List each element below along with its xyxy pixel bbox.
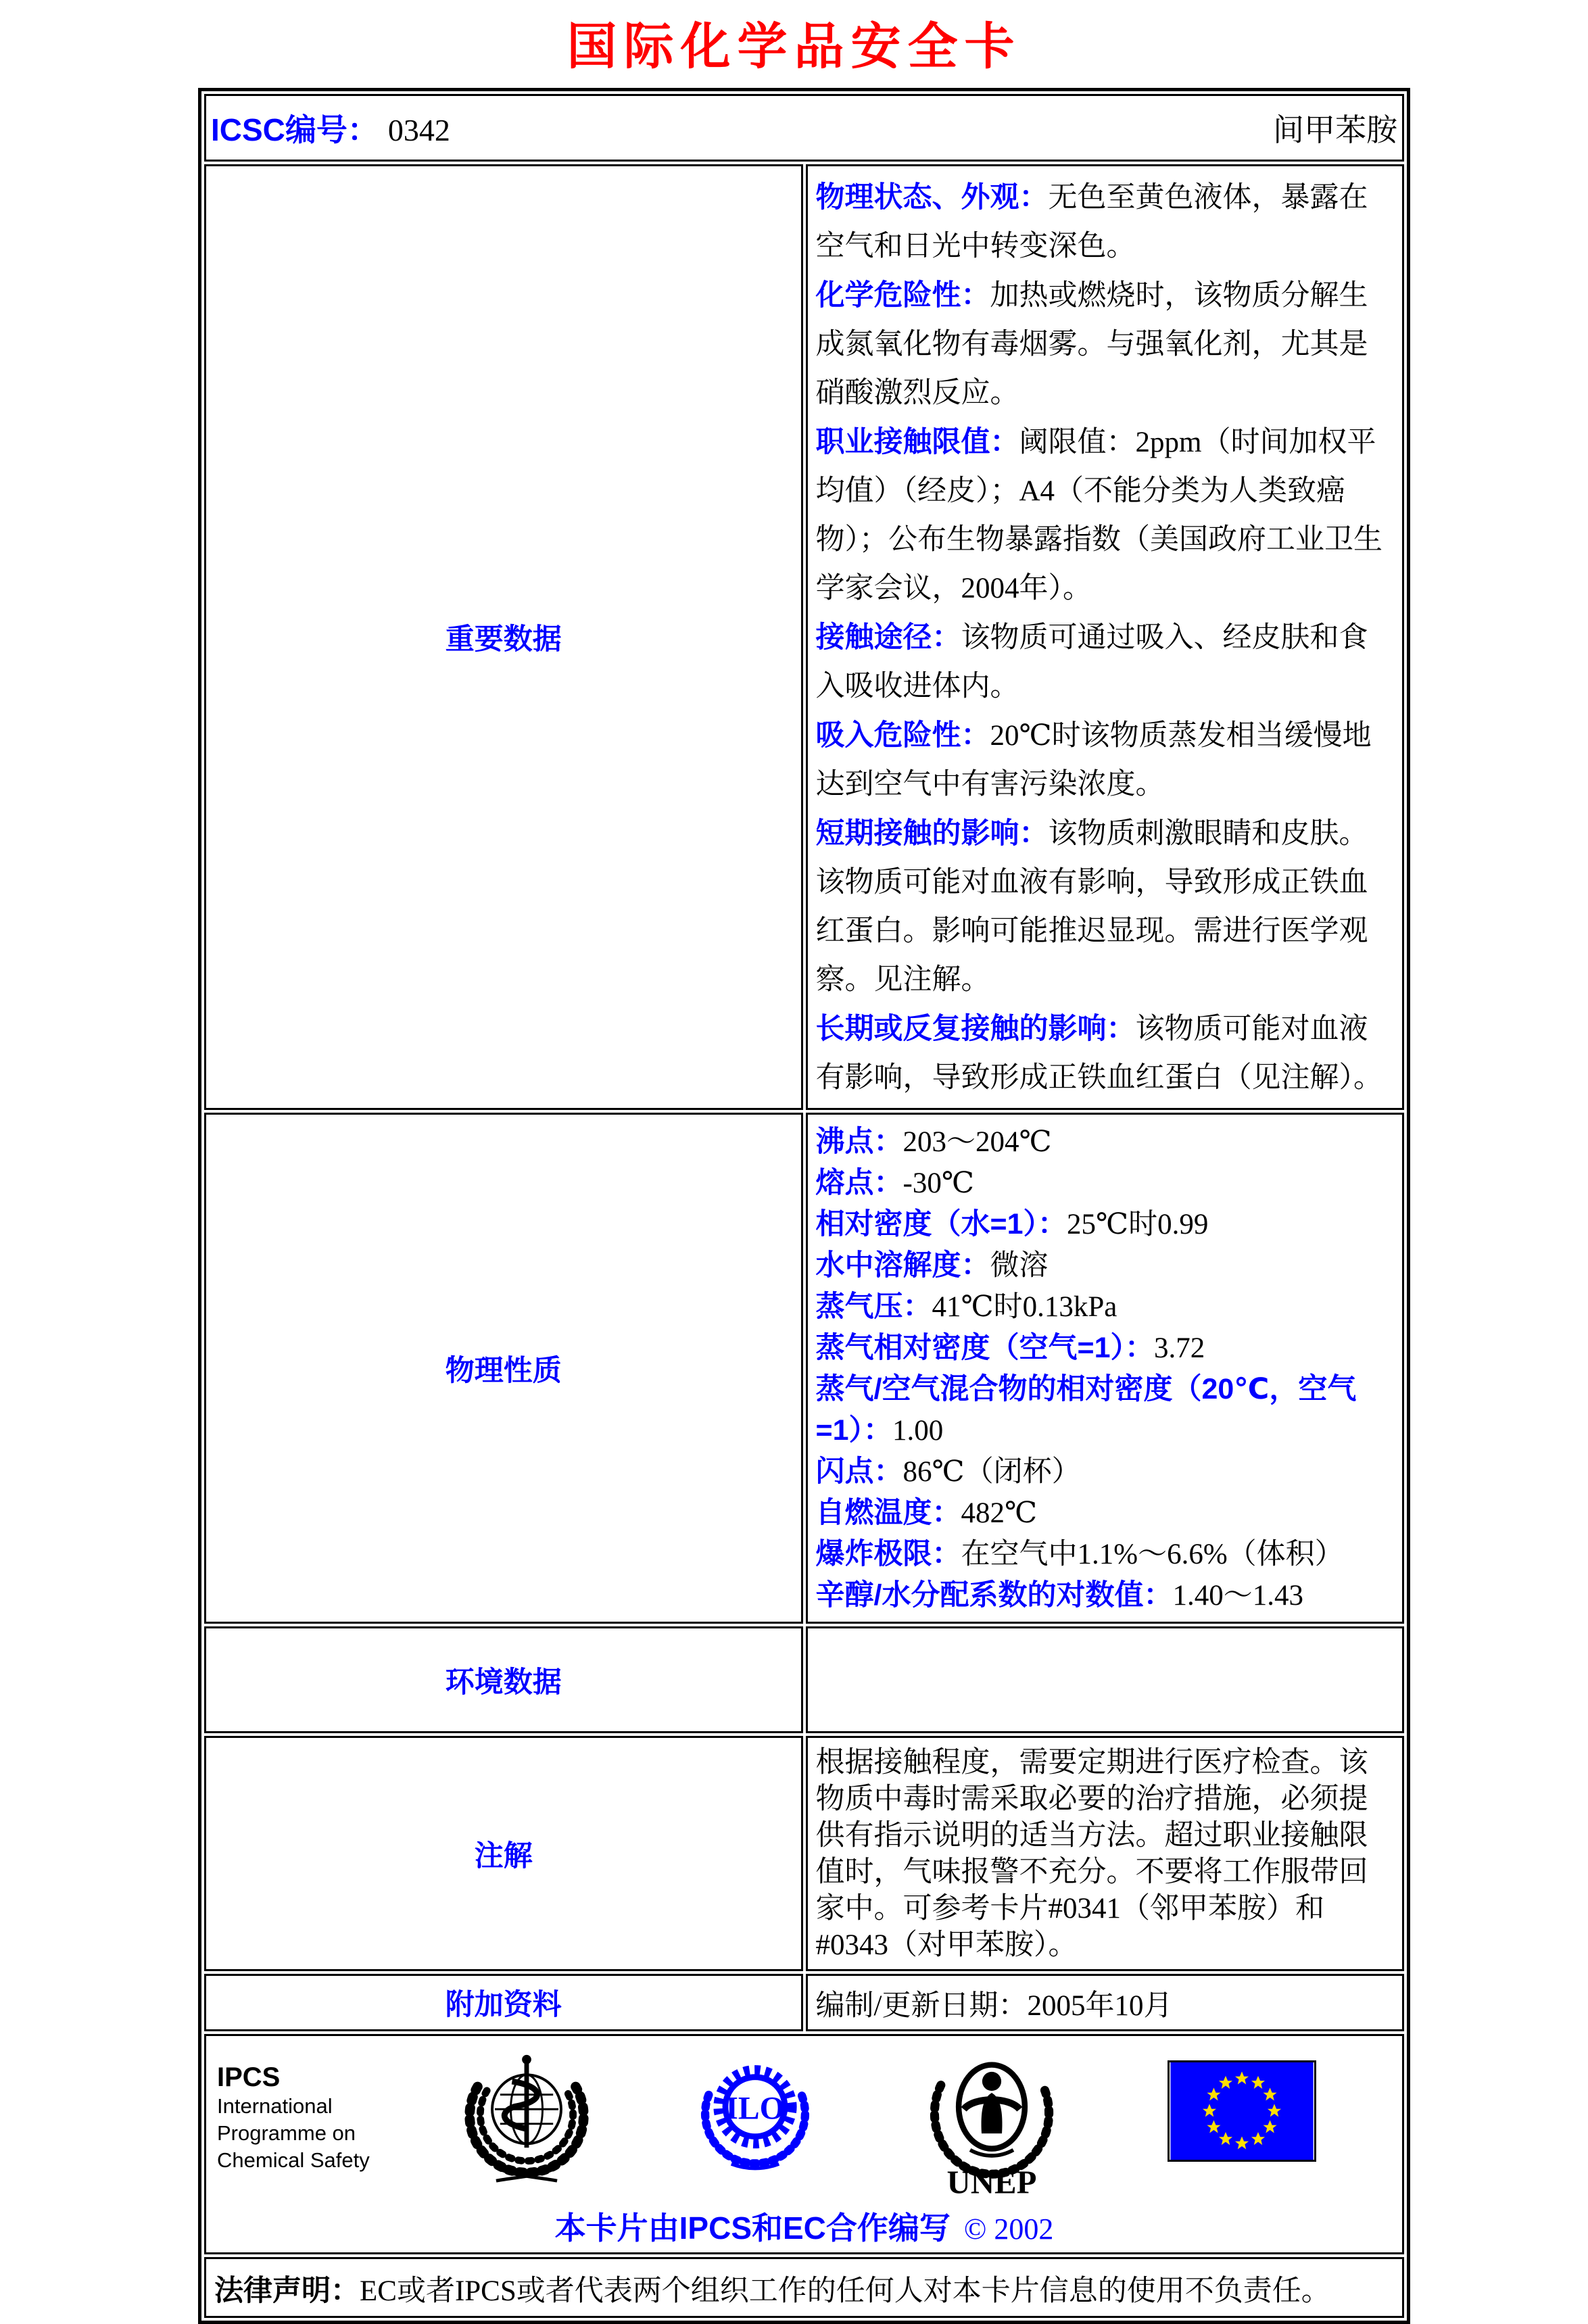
field-name: 水中溶解度： [815, 1249, 990, 1282]
update-date-label: 编制/更新日期： [815, 1990, 1028, 2022]
field-name: 长期或反复接触的影响： [815, 1013, 1136, 1045]
icsc-card-page [0, 7, 1588, 2307]
field-value: 203～204℃ [903, 1126, 1052, 1158]
who-logo-icon [460, 2048, 593, 2187]
ilo-logo-icon [696, 2052, 815, 2178]
ipcs-title: IPCS [217, 2062, 281, 2092]
field-name: 接触途径： [815, 621, 961, 654]
important-data-content [806, 164, 1405, 1110]
field-value: 微溶 [990, 1250, 1049, 1282]
legal-text: EC或者IPCS或者代表两个组织工作的任何人对本卡片信息的使用不负责任。 [360, 2275, 1330, 2307]
page-title: 国际化学品安全卡 [567, 18, 1021, 76]
credit-line [213, 2204, 1395, 2248]
unep-logo-icon [928, 2048, 1055, 2200]
update-date-value: 2005年10月 [1027, 1990, 1173, 2022]
field-value: 482℃ [961, 1497, 1038, 1529]
row-legal [204, 2257, 1404, 2318]
chemical-name: 间甲苯胺 [1273, 113, 1397, 147]
row-footer-logos [204, 2034, 1404, 2254]
field-value: 41℃时0.13kPa [932, 1291, 1117, 1323]
field-name: 相对密度（水=1）： [815, 1208, 1067, 1240]
field-name: 辛醇/水分配系数的对数值： [815, 1579, 1173, 1612]
field-row [816, 173, 1395, 271]
unep-label: UNEP [946, 2163, 1037, 2201]
ipcs-subtitle-line: Programme on [217, 2121, 356, 2145]
ipcs-text-block [217, 2062, 398, 2174]
field-value: 20℃时该物质蒸发相当缓慢地达到空气中有害污染浓度。 [815, 720, 1372, 800]
field-row [816, 1328, 1395, 1369]
field-row [816, 1204, 1395, 1245]
icsc-number-group [211, 105, 450, 150]
field-row [816, 1121, 1395, 1163]
field-value: 无色至黄色液体，暴露在空气和日光中转变深色。 [815, 182, 1368, 262]
field-value: 3.72 [1154, 1332, 1205, 1364]
header-row [204, 94, 1404, 162]
copyright-text: © 2002 [963, 2212, 1054, 2246]
field-row [816, 1004, 1395, 1103]
field-value: 阈限值：2ppm（时间加权平均值）（经皮）；A4（不能分类为人类致癌物）；公布生物暴露指数（美国政府工业卫生学家会议，2004年）。 [815, 427, 1382, 604]
environmental-data-content [806, 1626, 1405, 1733]
legal-label: 法律声明： [214, 2274, 360, 2307]
field-name: 沸点： [815, 1125, 903, 1158]
row-environmental-data [204, 1626, 1404, 1733]
field-value: 该物质刺激眼睛和皮肤。该物质可能对血液有影响，导致形成正铁血红蛋白。影响可能推迟显现。需进行医学观察。见注解。 [815, 818, 1368, 996]
logos-row [213, 2045, 1395, 2200]
icsc-number-label: ICSC编号： [211, 112, 379, 147]
physical-properties-content [806, 1113, 1405, 1624]
field-row [816, 711, 1395, 809]
field-name: 物理状态、外观： [815, 181, 1049, 214]
field-name: 化学危险性： [815, 279, 990, 312]
row-physical-properties [204, 1113, 1404, 1624]
field-row [816, 1286, 1395, 1328]
additional-information-content [806, 1974, 1405, 2031]
icsc-card-table [198, 88, 1410, 2324]
field-name: 蒸气相对密度（空气=1）： [815, 1332, 1155, 1364]
field-name: 短期接触的影响： [815, 817, 1049, 850]
field-row [816, 1245, 1395, 1286]
row-notes [204, 1736, 1404, 1971]
field-name: 蒸气压： [815, 1290, 932, 1323]
field-row [816, 613, 1395, 711]
section-label-important-data: 重要数据 [204, 164, 803, 1110]
field-row [816, 1493, 1395, 1534]
field-name: 爆炸极限： [815, 1538, 961, 1570]
icsc-number-value: 0342 [387, 113, 450, 147]
field-name: 蒸气/空气混合物的相对密度（20℃，空气=1）： [815, 1373, 1357, 1447]
field-value: 加热或燃烧时，该物质分解生成氮氧化物有毒烟雾。与强氧化剂，尤其是硝酸激烈反应。 [815, 280, 1368, 409]
row-additional-information [204, 1974, 1404, 2031]
field-name: 吸入危险性： [815, 719, 990, 752]
field-row [816, 1369, 1395, 1451]
field-name: 闪点： [815, 1455, 903, 1488]
section-label-notes: 注解 [204, 1736, 803, 1971]
section-label-environmental-data: 环境数据 [204, 1626, 803, 1733]
field-row [816, 1575, 1395, 1616]
field-value: 25℃时0.99 [1067, 1209, 1209, 1240]
field-value: 86℃（闭杯） [903, 1456, 1081, 1488]
field-value: 1.40～1.43 [1172, 1580, 1303, 1612]
field-row [816, 418, 1395, 613]
notes-content [806, 1736, 1405, 1971]
ipcs-subtitle-line: International [217, 2094, 333, 2118]
credit-text: 本卡片由IPCS和EC合作编写 [554, 2210, 951, 2246]
notes-text: 根据接触程度，需要定期进行医疗检查。该物质中毒时需采取必要的治疗措施，必须提供有指示说明的适当方法。超过职业接触限值时，气味报警不充分。不要将工作服带回家中。可参考卡片#0341（邻甲苯胺）和#0343（对甲苯胺）。 [815, 1747, 1368, 1961]
field-row [816, 1534, 1395, 1575]
field-value: 该物质可能对血液有影响，导致形成正铁血红蛋白（见注解）。 [815, 1013, 1382, 1094]
field-value: 1.00 [892, 1415, 944, 1447]
field-name: 自燃温度： [815, 1497, 961, 1529]
section-label-physical-properties: 物理性质 [204, 1113, 803, 1624]
field-name: 职业接触限值： [815, 426, 1019, 458]
field-row [816, 809, 1395, 1004]
field-value: -30℃ [903, 1167, 974, 1199]
eu-flag-icon [1168, 2060, 1316, 2162]
footer-logos-cell [204, 2034, 1404, 2254]
row-important-data [204, 164, 1404, 1110]
section-label-additional-information: 附加资料 [204, 1974, 803, 2031]
field-row [816, 1163, 1395, 1204]
field-row [816, 271, 1395, 418]
field-value: 该物质可通过吸入、经皮肤和食入吸收进体内。 [815, 622, 1368, 702]
ilo-letters: ILO [725, 2091, 785, 2127]
field-row [816, 1451, 1395, 1493]
legal-cell [204, 2257, 1404, 2318]
field-value: 在空气中1.1%～6.6%（体积） [961, 1539, 1344, 1570]
ipcs-subtitle-line: Chemical Safety [217, 2148, 370, 2172]
field-name: 熔点： [815, 1167, 903, 1199]
